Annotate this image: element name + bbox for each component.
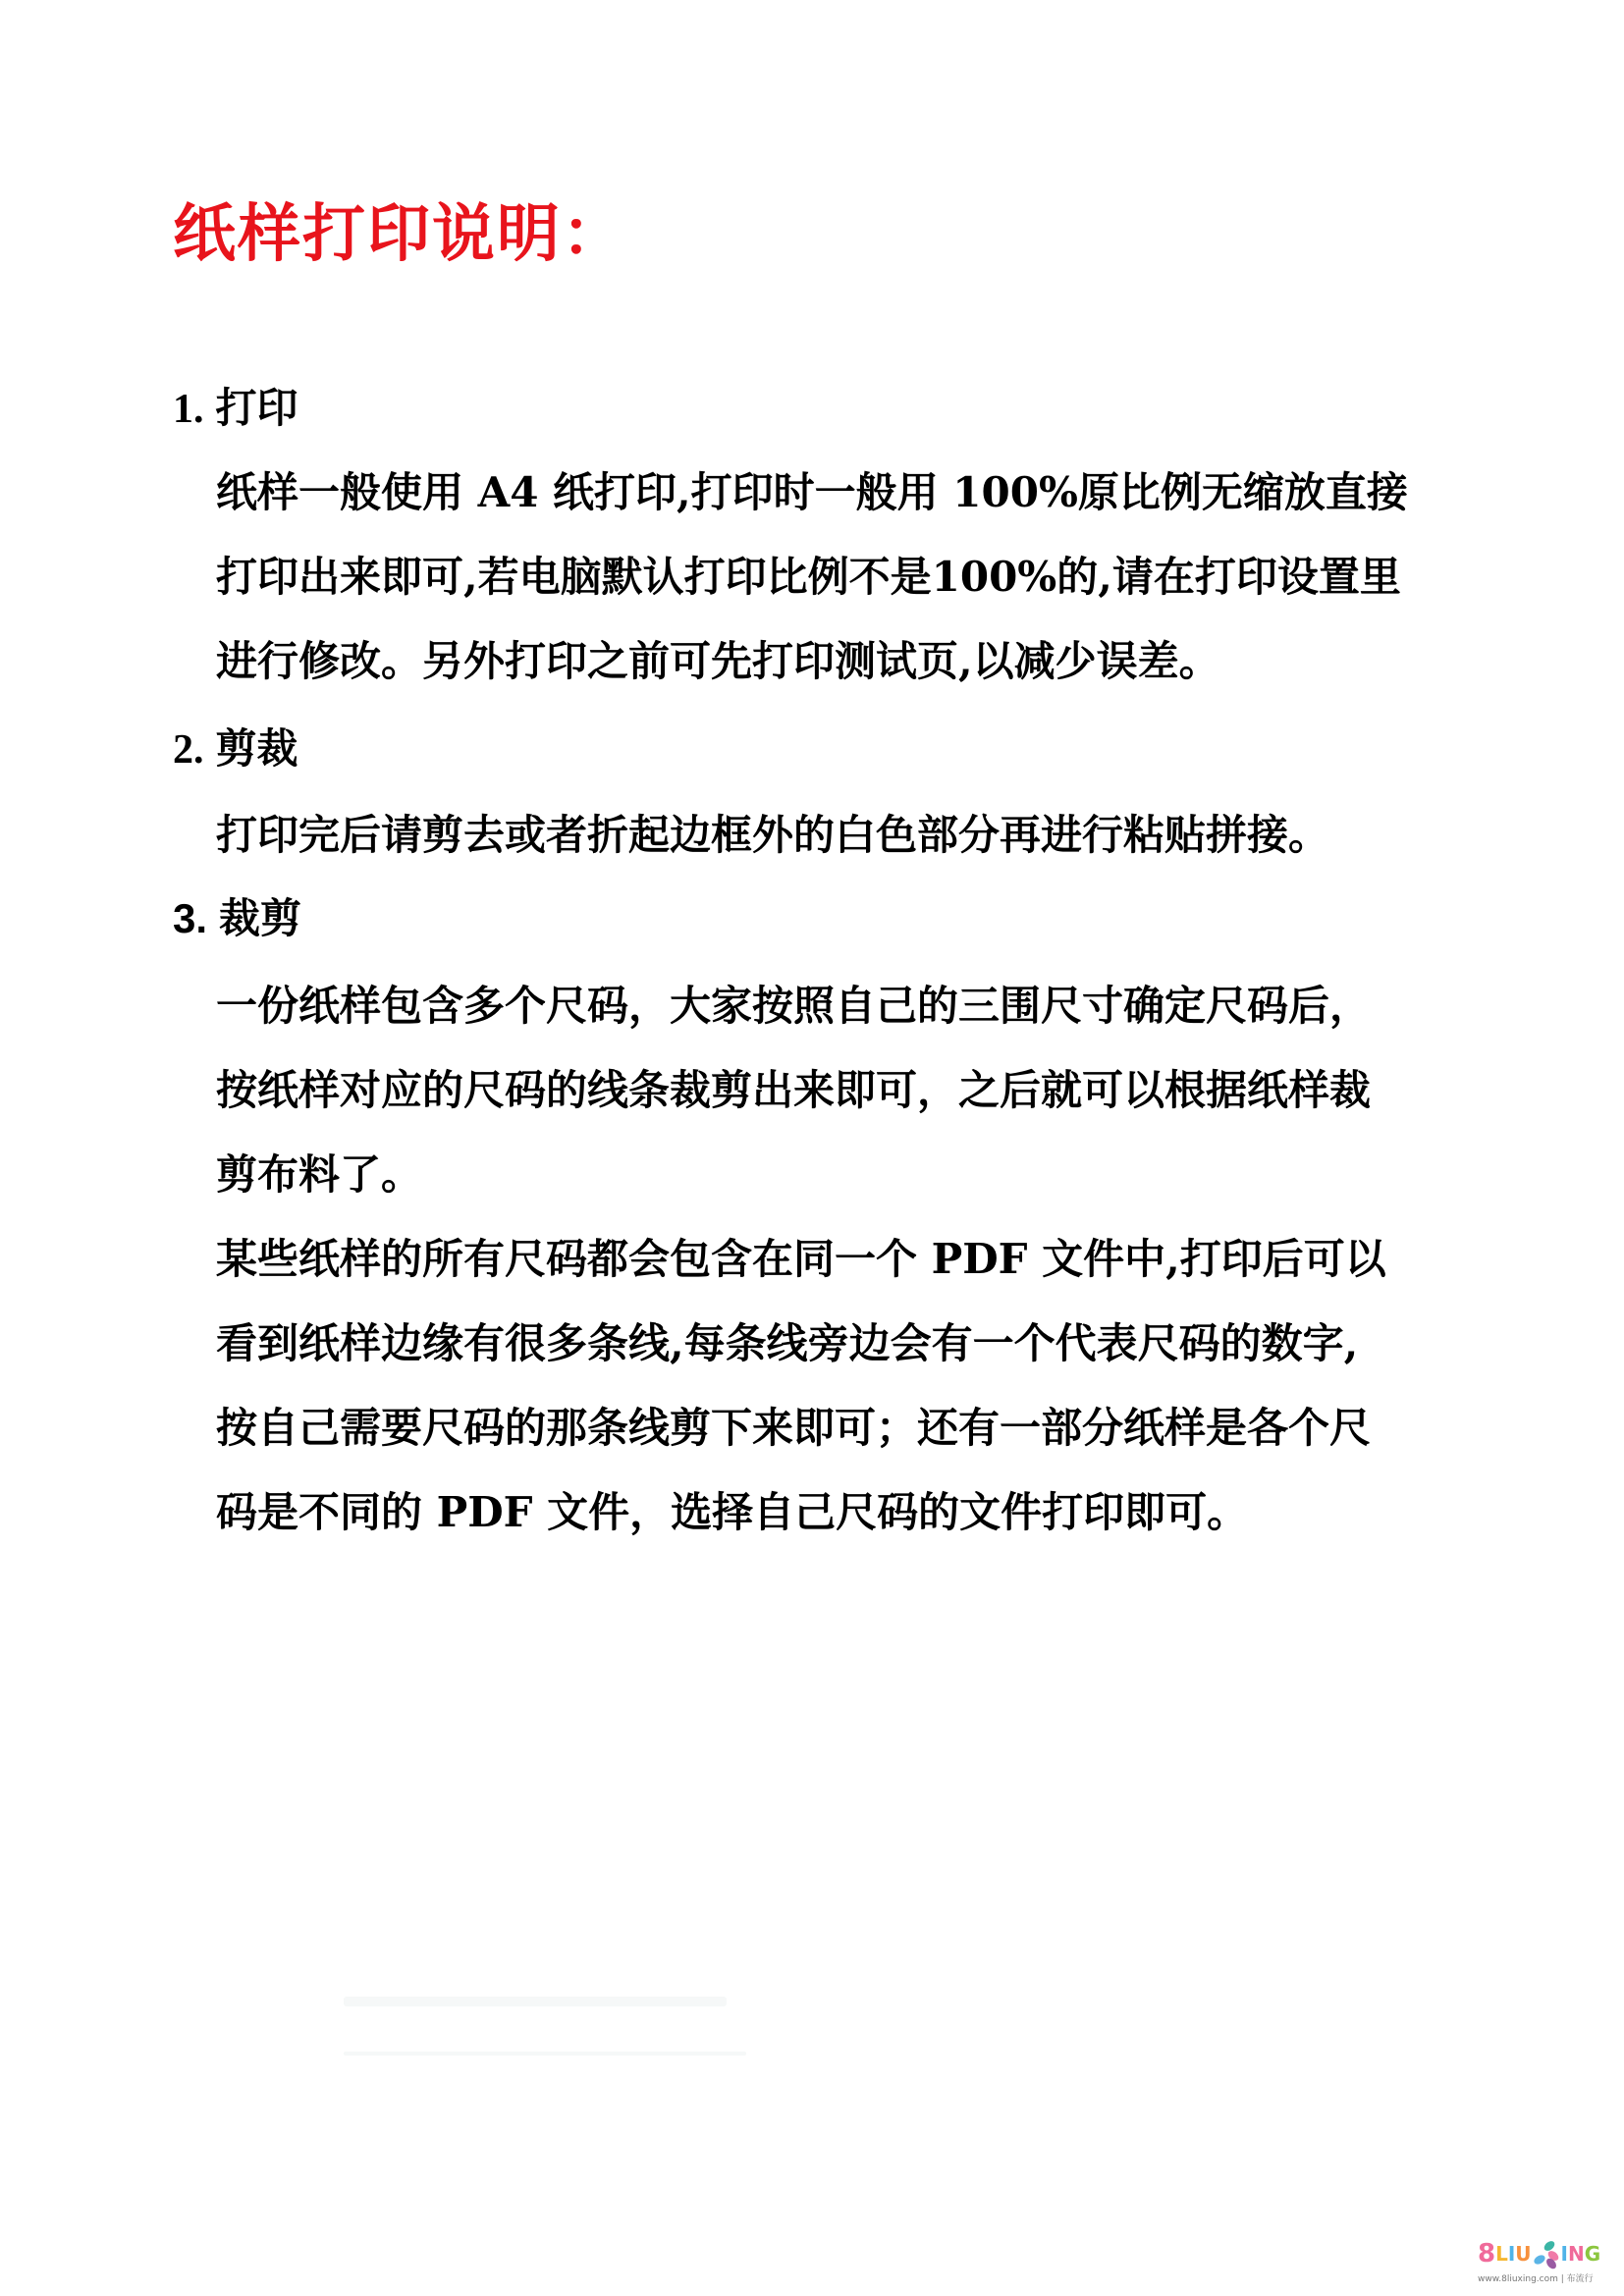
section-paragraph bbox=[216, 793, 1453, 878]
section-heading-cut bbox=[173, 889, 301, 948]
logo-letter: I bbox=[1560, 2242, 1568, 2266]
faint-artifact bbox=[344, 1997, 727, 2006]
section-number: 3. bbox=[173, 895, 208, 941]
logo-letter: I bbox=[1507, 2242, 1516, 2266]
section-paragraph bbox=[216, 964, 1453, 1217]
section-number: 1. bbox=[173, 387, 204, 432]
section-number: 2. bbox=[173, 727, 204, 773]
section-title: 打印 bbox=[215, 384, 298, 432]
logo-letter: N bbox=[1568, 2242, 1585, 2266]
logo-wordmark bbox=[1478, 2238, 1620, 2268]
section-paragraph bbox=[216, 1217, 1453, 1555]
paragraph-line: 看到纸样边缘有很多条线,每条线旁边会有一个代表尺码的数字, bbox=[216, 1319, 1359, 1367]
section-title: 裁剪 bbox=[219, 894, 302, 942]
paragraph-line: 一份纸样包含多个尺码，大家按照自己的三围尺寸确定尺码后， bbox=[216, 982, 1372, 1030]
flower-petals-icon bbox=[1532, 2240, 1561, 2268]
paragraph-line: 按纸样对应的尺码的线条裁剪出来即可，之后就可以根据纸样裁 bbox=[216, 1066, 1372, 1114]
section-heading-print bbox=[173, 379, 298, 439]
paragraph-line: 打印完后请剪去或者折起边框外的白色部分再进行粘贴拼接。 bbox=[216, 811, 1330, 859]
section-title: 剪裁 bbox=[215, 724, 298, 773]
paragraph-line: 进行修改。另外打印之前可先打印测试页,以减少误差。 bbox=[216, 637, 1220, 685]
paragraph-line: 某些纸样的所有尺码都会包含在同一个 PDF 文件中,打印后可以 bbox=[216, 1235, 1386, 1283]
paragraph-line: 按自己需要尺码的那条线剪下来即可；还有一部分纸样是各个尺 bbox=[216, 1404, 1372, 1452]
section-paragraph bbox=[216, 451, 1453, 704]
logo-letter: U bbox=[1515, 2242, 1532, 2266]
logo-letter: G bbox=[1584, 2242, 1601, 2266]
paragraph-line: 纸样一般使用 A4 纸打印,打印时一般用 100%原比例无缩放直接 bbox=[216, 468, 1408, 516]
paragraph-line: 剪布料了。 bbox=[216, 1150, 423, 1199]
logo-letter: 8 bbox=[1478, 2239, 1496, 2269]
faint-artifact bbox=[344, 2052, 746, 2056]
page-title: 纸样打印说明： bbox=[173, 198, 626, 271]
watermark-url: www.8liuxing.com | 布流行 bbox=[1478, 2274, 1594, 2284]
paragraph-line: 码是不同的 PDF 文件，选择自己尺码的文件打印即可。 bbox=[216, 1488, 1249, 1536]
logo-letter: L bbox=[1495, 2242, 1508, 2266]
watermark-logo bbox=[1478, 2238, 1620, 2293]
section-heading-trim bbox=[173, 720, 298, 779]
paragraph-line: 打印出来即可,若电脑默认打印比例不是100%的,请在打印设置里 bbox=[216, 553, 1401, 601]
